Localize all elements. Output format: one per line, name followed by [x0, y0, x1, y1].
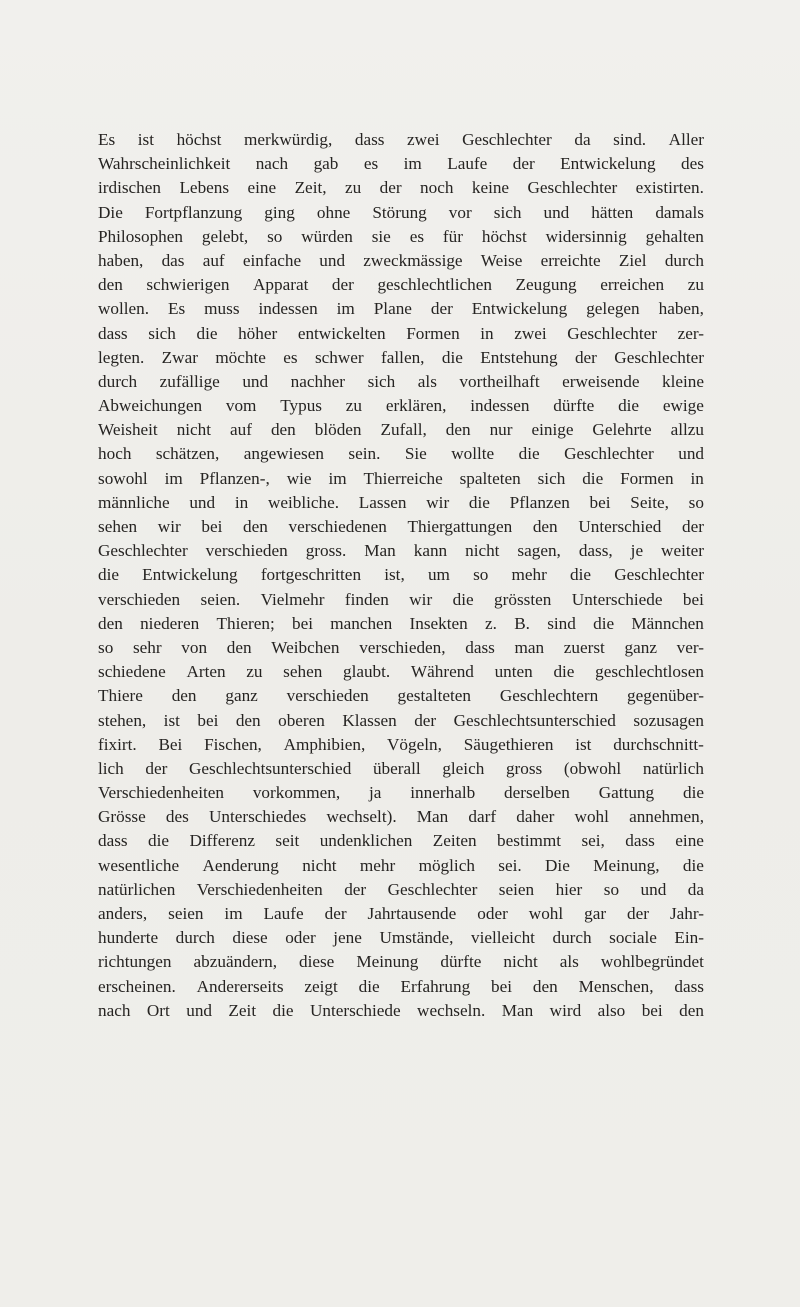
text-line: nach Ort und Zeit die Unterschiede wechseln. Man wird also bei den [98, 1000, 704, 1020]
text-line: Wahrscheinlichkeit nach gab es im Laufe der Entwickelung des [98, 154, 704, 174]
text-line: Weisheit nicht auf den blöden Zufall, den nur einige Gelehrte allzu [98, 420, 704, 440]
body-text [98, 128, 704, 1023]
text-line: natürlichen Verschiedenheiten der Geschlechter seien hier so und da [98, 879, 704, 899]
text-line: den niederen Thieren; bei manchen Insekten z. B. sind die Männchen [98, 613, 704, 633]
text-line: hoch schätzen, angewiesen sein. Sie wollte die Geschlechter und [98, 444, 704, 464]
text-line: lich der Geschlechtsunterschied überall gleich gross (obwohl natürlich [98, 758, 704, 778]
text-line: sehen wir bei den verschiedenen Thiergattungen den Unterschied der [98, 517, 704, 536]
text-line: Verschiedenheiten vorkommen, ja innerhalb derselben Gattung die [98, 783, 704, 803]
text-line: Es ist höchst merkwürdig, dass zwei Geschlechter da sind. Aller [98, 130, 704, 149]
text-line: männliche und in weibliche. Lassen wir die Pflanzen bei Seite, so [98, 492, 704, 512]
text-line: Die Fortpflanzung ging ohne Störung vor sich und hätten damals [98, 202, 704, 222]
text-line: sowohl im Pflanzen-, wie im Thierreiche spalteten sich die Formen in [98, 468, 704, 488]
text-line: dass sich die höher entwickelten Formen in zwei Geschlechter zer- [98, 323, 704, 343]
text-line: anders, seien im Laufe der Jahrtausende oder wohl gar der Jahr- [98, 904, 704, 923]
text-line: stehen, ist bei den oberen Klassen der Geschlechtsunterschied sozusagen [98, 710, 704, 730]
text-line: Thiere den ganz verschieden gestalteten Geschlechtern gegenüber- [98, 686, 704, 706]
text-line: haben, das auf einfache und zweckmässige Weise erreichte Ziel durch [98, 250, 704, 270]
text-line: schiedene Arten zu sehen glaubt. Während unten die geschlechtlosen [98, 662, 704, 682]
text-line: durch zufällige und nachher sich als vortheilhaft erweisende kleine [98, 371, 704, 391]
text-line: legten. Zwar möchte es schwer fallen, die Entstehung der Geschlechter [98, 347, 704, 367]
text-line: verschieden seien. Vielmehr finden wir die grössten Unterschiede bei [98, 589, 704, 609]
text-line: irdischen Lebens eine Zeit, zu der noch keine Geschlechter existirten. [98, 178, 704, 198]
text-line: die Entwickelung fortgeschritten ist, um so mehr die Geschlechter [98, 565, 704, 585]
text-line: so sehr von den Weibchen verschieden, dass man zuerst ganz ver- [98, 637, 704, 657]
text-line: wollen. Es muss indessen im Plane der Entwickelung gelegen haben, [98, 299, 704, 319]
text-line: den schwierigen Apparat der geschlechtlichen Zeugung erreichen zu [98, 275, 704, 295]
text-line: wesentliche Aenderung nicht mehr möglich sei. Die Meinung, die [98, 855, 704, 875]
text-line: hunderte durch diese oder jene Umstände, vielleicht durch sociale Ein- [98, 928, 704, 948]
text-line: Grösse des Unterschiedes wechselt). Man darf daher wohl annehmen, [98, 807, 704, 827]
text-line: fixirt. Bei Fischen, Amphibien, Vögeln, Säugethieren ist durchschnitt- [98, 734, 704, 754]
text-line: Abweichungen vom Typus zu erklären, indessen dürfte die ewige [98, 396, 704, 416]
text-line: richtungen abzuändern, diese Meinung dürfte nicht als wohlbegründet [98, 952, 704, 972]
text-line: dass die Differenz seit undenklichen Zeiten bestimmt sei, dass eine [98, 831, 704, 851]
text-line: Philosophen gelebt, so würden sie es für höchst widersinnig gehalten [98, 226, 704, 246]
text-line: Geschlechter verschieden gross. Man kann nicht sagen, dass, je weiter [98, 541, 704, 561]
text-line: erscheinen. Andererseits zeigt die Erfahrung bei den Menschen, dass [98, 976, 704, 996]
